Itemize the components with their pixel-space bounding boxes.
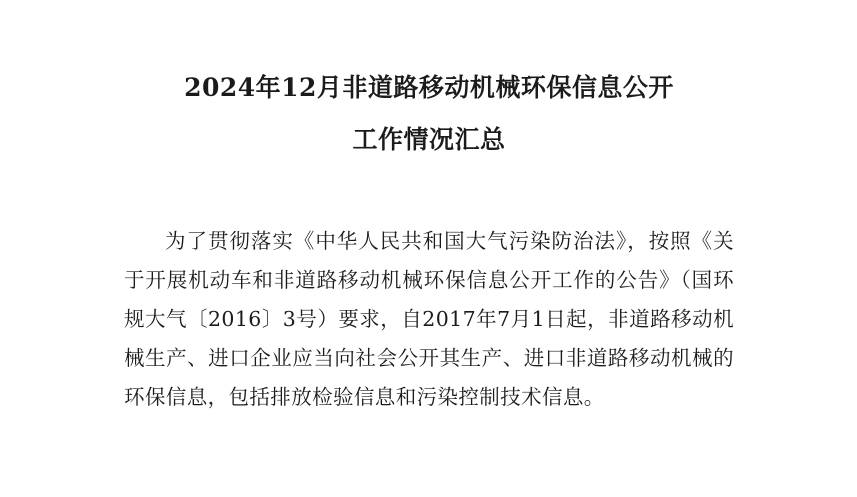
document-content (124, 0, 734, 417)
document-title (124, 0, 734, 166)
document-body (124, 222, 734, 417)
paragraph-1: 为了贯彻落实《中华人民共和国大气污染防治法》，按照《关于开展机动车和非道路移动机械环保信息公开工作的公告》（国环规大气〔2016〕3号）要求，自2017年7月1日起，非道路移动机械生产、进口企业应当向社会公开其生产、进口非道路移动机械的环保信息，包括排放检验信息和污染控制技术信息。 (124, 229, 734, 409)
page-title-line-2: 工作情况汇总 (352, 125, 506, 154)
page-title-line-1: 2024年12月非道路移动机械环保信息公开 (184, 73, 674, 102)
